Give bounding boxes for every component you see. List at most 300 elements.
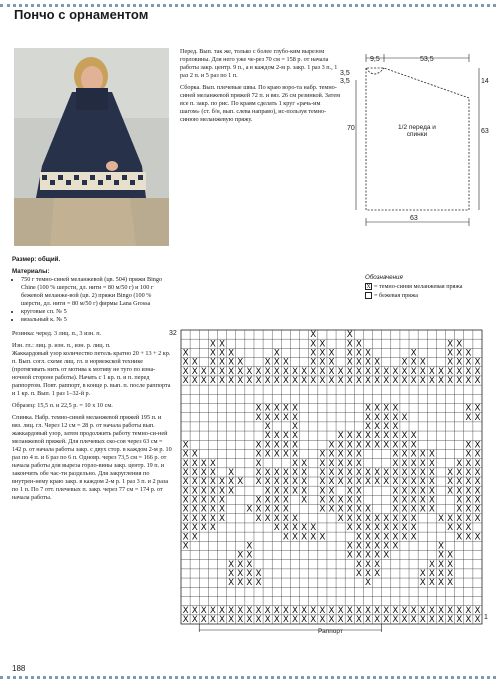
chart-cell-navy: X: [209, 614, 216, 625]
chart-cell-navy: X: [346, 477, 353, 488]
chart-cell-navy: X: [401, 513, 408, 524]
chart-cell-navy: X: [328, 449, 335, 460]
chart-cell-navy: X: [447, 523, 454, 534]
chart-cell-navy: X: [191, 449, 198, 460]
chart-cell-navy: X: [410, 605, 417, 616]
chart-cell-navy: X: [392, 422, 399, 433]
chart-cell-navy: X: [264, 504, 271, 515]
chart-cell-navy: X: [355, 348, 362, 359]
chart-cell-navy: X: [447, 348, 454, 359]
chart-cell-navy: X: [255, 449, 262, 460]
chart-cell-navy: X: [200, 366, 207, 377]
chart-cell-navy: X: [447, 513, 454, 524]
chart-cell-navy: X: [419, 477, 426, 488]
legend-swatch-x: X: [366, 283, 371, 290]
chart-cell-navy: X: [428, 578, 435, 589]
dim-neck: 9,5: [370, 56, 380, 63]
chart-cell-navy: X: [383, 541, 390, 552]
chart-cell-navy: X: [456, 467, 463, 478]
chart-cell-navy: X: [374, 412, 381, 423]
chart-cell-navy: X: [456, 532, 463, 543]
chart-cell-navy: X: [182, 486, 189, 497]
chart-cell-navy: X: [264, 422, 271, 433]
chart-cell-navy: X: [410, 504, 417, 515]
chart-cell-navy: X: [273, 348, 280, 359]
chart-cell-navy: X: [364, 376, 371, 387]
garment-schematic: [340, 50, 489, 270]
chart-cell-navy: X: [282, 513, 289, 524]
chart-cell-navy: X: [200, 458, 207, 469]
chart-cell-navy: X: [200, 495, 207, 506]
chart-cell-navy: X: [383, 403, 390, 414]
chart-cell-navy: X: [319, 477, 326, 488]
chart-cell-navy: X: [191, 605, 198, 616]
chart-cell-navy: X: [392, 541, 399, 552]
chart-cell-navy: X: [319, 532, 326, 543]
chart-cell-navy: X: [191, 366, 198, 377]
chart-cell-navy: X: [437, 550, 444, 561]
chart-cell-navy: X: [255, 376, 262, 387]
legend-row-navy: [365, 282, 490, 291]
chart-cell-navy: X: [273, 403, 280, 414]
chart-cell-navy: X: [374, 523, 381, 534]
chart-cell-navy: X: [191, 357, 198, 368]
chart-cell-navy: X: [328, 357, 335, 368]
chart-cell-navy: X: [346, 348, 353, 359]
chart-cell-navy: X: [191, 513, 198, 524]
chart-cell-navy: X: [301, 376, 308, 387]
chart-cell-navy: X: [292, 422, 299, 433]
chart-cell-navy: X: [392, 532, 399, 543]
chart-cell-navy: X: [319, 339, 326, 350]
chart-cell-navy: X: [191, 467, 198, 478]
chart-cell-navy: X: [237, 559, 244, 570]
chart-cell-navy: X: [374, 532, 381, 543]
chart-cell-navy: X: [237, 614, 244, 625]
chart-cell-navy: X: [246, 541, 253, 552]
chart-cell-navy: X: [264, 467, 271, 478]
chart-cell-navy: X: [465, 495, 472, 506]
chart-cell-navy: X: [191, 614, 198, 625]
chart-cell-navy: X: [392, 504, 399, 515]
dim-shoulder: 53,5: [420, 56, 434, 63]
chart-cell-navy: X: [282, 504, 289, 515]
chart-cell-navy: X: [374, 431, 381, 442]
chart-cell-navy: X: [273, 467, 280, 478]
chart-cell-navy: X: [428, 486, 435, 497]
front-and-assembly-text: [180, 48, 340, 128]
chart-cell-navy: X: [428, 477, 435, 488]
chart-cell-navy: X: [392, 366, 399, 377]
chart-cell-navy: X: [419, 376, 426, 387]
chart-cell-navy: X: [228, 366, 235, 377]
chart-cell-navy: X: [437, 578, 444, 589]
dim-side-length: 63: [481, 128, 489, 135]
chart-cell-navy: X: [328, 605, 335, 616]
chart-cell-navy: X: [401, 523, 408, 534]
chart-cell-navy: X: [182, 477, 189, 488]
chart-cell-navy: X: [437, 614, 444, 625]
chart-cell-navy: X: [465, 513, 472, 524]
chart-cell-navy: X: [182, 513, 189, 524]
chart-cell-navy: X: [264, 486, 271, 497]
chart-cell-navy: X: [319, 504, 326, 515]
chart-cell-navy: X: [264, 412, 271, 423]
chart-cell-navy: X: [392, 513, 399, 524]
chart-cell-navy: X: [182, 348, 189, 359]
chart-cell-navy: X: [428, 569, 435, 580]
chart-cell-navy: X: [437, 541, 444, 552]
chart-cell-navy: X: [273, 412, 280, 423]
chart-cell-navy: X: [282, 614, 289, 625]
chart-cell-navy: X: [474, 504, 481, 515]
chart-cell-navy: X: [374, 467, 381, 478]
chart-cell-navy: X: [374, 513, 381, 524]
chart-cell-navy: X: [447, 467, 454, 478]
chart-cell-navy: X: [364, 578, 371, 589]
chart-cell-navy: X: [355, 366, 362, 377]
chart-cell-navy: X: [264, 403, 271, 414]
chart-cell-navy: X: [374, 403, 381, 414]
chart-cell-navy: X: [364, 605, 371, 616]
chart-cell-navy: X: [282, 431, 289, 442]
chart-cell-navy: X: [437, 559, 444, 570]
chart-cell-navy: X: [355, 504, 362, 515]
rib-paragraph: Резинка: черед. 3 лиц. п., 3 изн. п.: [12, 330, 102, 337]
chart-cell-navy: X: [401, 486, 408, 497]
chart-cell-navy: X: [219, 614, 226, 625]
chart-cell-navy: X: [182, 449, 189, 460]
chart-cell-navy: X: [428, 449, 435, 460]
chart-cell-navy: X: [374, 376, 381, 387]
chart-cell-navy: X: [364, 541, 371, 552]
chart-cell-navy: X: [383, 440, 390, 451]
chart-cell-navy: X: [410, 477, 417, 488]
chart-cell-navy: X: [264, 495, 271, 506]
chart-cell-navy: X: [401, 467, 408, 478]
chart-cell-navy: X: [209, 376, 216, 387]
chart-cell-navy: X: [447, 569, 454, 580]
chart-cell-navy: X: [355, 550, 362, 561]
materials-item: • круговые сп. № 5: [21, 308, 172, 316]
chart-cell-navy: X: [355, 467, 362, 478]
chart-cell-navy: X: [383, 376, 390, 387]
knitting-chart-svg: [181, 330, 482, 624]
chart-cell-navy: X: [355, 614, 362, 625]
chart-cell-navy: X: [264, 440, 271, 451]
chart-cell-navy: X: [364, 431, 371, 442]
chart-cell-navy: X: [465, 449, 472, 460]
chart-cell-navy: X: [282, 467, 289, 478]
chart-cell-navy: X: [182, 532, 189, 543]
chart-cell-navy: X: [465, 458, 472, 469]
chart-cell-navy: X: [465, 366, 472, 377]
chart-cell-navy: X: [346, 523, 353, 534]
chart-cell-navy: X: [319, 366, 326, 377]
chart-cell-navy: X: [355, 376, 362, 387]
chart-cell-navy: X: [191, 486, 198, 497]
chart-cell-navy: X: [346, 541, 353, 552]
chart-cell-navy: X: [255, 605, 262, 616]
chart-cell-navy: X: [191, 477, 198, 488]
chart-cell-navy: X: [200, 614, 207, 625]
chart-cell-navy: X: [209, 467, 216, 478]
chart-cell-navy: X: [292, 458, 299, 469]
chart-cell-navy: X: [447, 614, 454, 625]
chart-cell-navy: X: [364, 614, 371, 625]
chart-cell-navy: X: [337, 376, 344, 387]
chart-cell-navy: X: [465, 357, 472, 368]
chart-cell-navy: X: [401, 431, 408, 442]
chart-cell-navy: X: [465, 504, 472, 515]
chart-cell-navy: X: [328, 376, 335, 387]
chart-cell-navy: X: [419, 504, 426, 515]
chart-cell-navy: X: [465, 477, 472, 488]
chart-cell-navy: X: [419, 486, 426, 497]
chart-cell-navy: X: [355, 523, 362, 534]
chart-cell-navy: X: [237, 578, 244, 589]
chart-cell-navy: X: [401, 440, 408, 451]
chart-cell-navy: X: [355, 513, 362, 524]
materials-item: • вязальный к. № 5: [21, 316, 172, 324]
bottom-dotted-rule: [0, 676, 496, 679]
chart-cell-navy: X: [273, 477, 280, 488]
chart-cell-navy: X: [374, 541, 381, 552]
chart-cell-navy: X: [191, 504, 198, 515]
chart-cell-navy: X: [228, 569, 235, 580]
jacquard-paragraph: Жаккардовый узор количество петель кратно 20 + 13 + 2 кр. п. Вып. согл. схеме лиц. гл. в норвежской технике (протягивать нить от мотива к мотиву не туго по изна-ночной стороне работы). Начать с 1 кр. п. и п. перед раппортом. Повт. раппорт, в конце р. вып. п. после раппорта и 1 кр. п. Вып. 1 раз 1–32-й р.: [12, 350, 171, 397]
dim-width: 63: [410, 215, 418, 222]
chart-cell-navy: X: [410, 458, 417, 469]
chart-cell-navy: X: [292, 449, 299, 460]
chart-cell-navy: X: [364, 403, 371, 414]
chart-cell-navy: X: [182, 376, 189, 387]
chart-cell-navy: X: [346, 495, 353, 506]
materials-item: • 750 г темно-синей меланжевой (цв. 504) пряжи Bingo Chine (100 % шерсти, дл. нити = 80 м/50 г) и 100 г бежевой меланже-вой (цв. 2) пряжи Bingo (100 % шерсти, дл. нити = 80 м/50 г) фирмы Lana Grossa: [21, 276, 172, 308]
chart-cell-navy: X: [255, 440, 262, 451]
chart-cell-navy: X: [355, 477, 362, 488]
chart-cell-navy: X: [346, 376, 353, 387]
chart-cell-navy: X: [410, 614, 417, 625]
chart-cell-navy: X: [447, 477, 454, 488]
chart-cell-navy: X: [410, 431, 417, 442]
page-number: 188: [12, 664, 26, 673]
chart-cell-navy: X: [383, 523, 390, 534]
chart-cell-navy: X: [191, 376, 198, 387]
chart-cell-navy: X: [437, 605, 444, 616]
chart-cell-navy: X: [292, 403, 299, 414]
chart-cell-navy: X: [401, 449, 408, 460]
chart-cell-navy: X: [191, 458, 198, 469]
chart-cell-navy: X: [401, 504, 408, 515]
chart-cell-navy: X: [355, 532, 362, 543]
chart-cell-navy: X: [246, 559, 253, 570]
chart-cell-navy: X: [419, 366, 426, 377]
chart-cell-navy: X: [355, 495, 362, 506]
chart-cell-navy: X: [456, 504, 463, 515]
chart-cell-navy: X: [182, 504, 189, 515]
chart-cell-navy: X: [383, 477, 390, 488]
chart-cell-navy: X: [410, 348, 417, 359]
chart-cell-navy: X: [282, 412, 289, 423]
chart-cell-navy: X: [392, 412, 399, 423]
chart-cell-navy: X: [292, 412, 299, 423]
chart-cell-navy: X: [437, 376, 444, 387]
chart-cell-navy: X: [246, 376, 253, 387]
back-paragraph: Спинка. Набр. темно-синей меланжевой пряжей 195 п. и вяз. лиц. гл. Через 12 см = 28 р. от начала работы вып. жаккардовый узор, затем продолжить работу темно-си-ней меланжевой пряжей. Для плечевых ско-сов через 63 см = 142 р. от начала работы закр. с двух стор. в каждом 2-м р. 10 раз по 4 п. и 6 раз по 6 п. Одновр. через 73,5 см = 166 р. от начала работы для выреза горло-вины закр. центр. 19 п. и закончить обе час-ти раздельно. Для закругления по внутрен-нему краю закр. в каждом 2-м р. 1 раз 3 п. и 2 раза по 1 п. По 7 отт. плечевых п. закр. через 77 см = 174 р. от начала работы.: [12, 414, 172, 501]
chart-cell-navy: X: [200, 467, 207, 478]
chart-cell-navy: X: [355, 357, 362, 368]
chart-cell-navy: X: [355, 458, 362, 469]
chart-cell-navy: X: [200, 376, 207, 387]
chart-cell-navy: X: [465, 532, 472, 543]
chart-cell-navy: X: [392, 458, 399, 469]
chart-cell-navy: X: [346, 467, 353, 478]
instructions-text: [12, 256, 172, 506]
chart-cell-navy: X: [346, 366, 353, 377]
chart-cell-navy: X: [282, 376, 289, 387]
chart-cell-navy: X: [447, 605, 454, 616]
chart-cell-navy: X: [383, 366, 390, 377]
chart-cell-navy: X: [355, 339, 362, 350]
chart-cell-navy: X: [419, 605, 426, 616]
chart-cell-navy: X: [428, 605, 435, 616]
chart-cell-navy: X: [355, 431, 362, 442]
chart-cell-navy: X: [383, 614, 390, 625]
chart-cell-navy: X: [474, 486, 481, 497]
chart-cell-navy: X: [392, 376, 399, 387]
legend-label-navy: = темно-синяя меланжевая пряжа: [374, 283, 463, 290]
chart-cell-navy: X: [465, 486, 472, 497]
chart-cell-navy: X: [474, 440, 481, 451]
chart-cell-navy: X: [337, 458, 344, 469]
chart-cell-navy: X: [219, 376, 226, 387]
chart-cell-navy: X: [319, 348, 326, 359]
chart-cell-navy: X: [310, 357, 317, 368]
chart-cell-navy: X: [346, 440, 353, 451]
chart-cell-navy: X: [310, 348, 317, 359]
chart-cell-navy: X: [310, 339, 317, 350]
chart-cell-navy: X: [228, 376, 235, 387]
chart-cell-navy: X: [337, 477, 344, 488]
chart-cell-navy: X: [282, 605, 289, 616]
chart-cell-navy: X: [437, 569, 444, 580]
chart-cell-navy: X: [301, 458, 308, 469]
chart-cell-navy: X: [209, 477, 216, 488]
chart-cell-navy: X: [182, 605, 189, 616]
chart-cell-navy: X: [346, 504, 353, 515]
chart-cell-navy: X: [456, 357, 463, 368]
chart-cell-navy: X: [182, 366, 189, 377]
chart-cell-navy: X: [255, 477, 262, 488]
chart-cell-navy: X: [364, 348, 371, 359]
chart-cell-navy: X: [237, 550, 244, 561]
chart-cell-navy: X: [355, 559, 362, 570]
chart-cell-navy: X: [447, 339, 454, 350]
chart-cell-navy: X: [209, 495, 216, 506]
chart-cell-navy: X: [465, 605, 472, 616]
chart-cell-navy: X: [392, 523, 399, 534]
chart-cell-navy: X: [273, 523, 280, 534]
chart-cell-navy: X: [474, 366, 481, 377]
chart-cell-navy: X: [209, 605, 216, 616]
chart-cell-navy: X: [456, 486, 463, 497]
chart-cell-navy: X: [456, 339, 463, 350]
chart-cell-navy: X: [292, 440, 299, 451]
chart-cell-navy: X: [319, 605, 326, 616]
chart-cell-navy: X: [392, 440, 399, 451]
chart-cell-navy: X: [337, 431, 344, 442]
chart-cell-navy: X: [273, 440, 280, 451]
chart-cell-navy: X: [364, 513, 371, 524]
chart-cell-navy: X: [282, 449, 289, 460]
chart-cell-navy: X: [401, 366, 408, 377]
chart-cell-navy: X: [474, 477, 481, 488]
chart-cell-navy: X: [428, 614, 435, 625]
chart-cell-navy: X: [228, 477, 235, 488]
chart-cell-navy: X: [182, 523, 189, 534]
chart-cell-navy: X: [301, 532, 308, 543]
chart-cell-navy: X: [282, 357, 289, 368]
chart-cell-navy: X: [428, 376, 435, 387]
chart-cell-navy: X: [237, 605, 244, 616]
chart-cell-navy: X: [209, 366, 216, 377]
chart-cell-navy: X: [292, 513, 299, 524]
chart-cell-navy: X: [319, 449, 326, 460]
chart-cell-navy: X: [273, 504, 280, 515]
chart-cell-navy: X: [383, 550, 390, 561]
chart-cell-navy: X: [328, 614, 335, 625]
chart-cell-navy: X: [273, 357, 280, 368]
chart-cell-navy: X: [219, 486, 226, 497]
chart-cell-navy: X: [200, 513, 207, 524]
legend-swatch-empty: [365, 292, 372, 299]
chart-cell-navy: X: [310, 532, 317, 543]
chart-legend: [365, 273, 490, 300]
chart-cell-navy: X: [401, 477, 408, 488]
chart-cell-navy: X: [282, 403, 289, 414]
chart-cell-navy: X: [456, 458, 463, 469]
chart-cell-navy: X: [292, 486, 299, 497]
legend-row-beige: [365, 291, 490, 300]
chart-cell-navy: X: [282, 477, 289, 488]
chart-cell-navy: X: [428, 366, 435, 377]
chart-cell-navy: X: [209, 339, 216, 350]
legend-title: Обозначения: [365, 274, 403, 281]
chart-cell-navy: X: [401, 614, 408, 625]
chart-cell-navy: X: [465, 523, 472, 534]
chart-cell-navy: X: [392, 449, 399, 460]
chart-cell-navy: X: [465, 440, 472, 451]
chart-cell-navy: X: [319, 495, 326, 506]
chart-cell-navy: X: [337, 366, 344, 377]
chart-cell-navy: X: [246, 605, 253, 616]
chart-cell-navy: X: [346, 614, 353, 625]
chart-cell-navy: X: [301, 486, 308, 497]
chart-cell-navy: X: [282, 486, 289, 497]
materials-list: [12, 276, 172, 324]
chart-cell-navy: X: [346, 449, 353, 460]
chart-cell-navy: X: [428, 467, 435, 478]
chart-cell-navy: X: [410, 523, 417, 534]
chart-cell-navy: X: [301, 523, 308, 534]
chart-cell-navy: X: [328, 440, 335, 451]
front-paragraph: Перед. Вып. так же, только с более глубо-ким вырезом горловины. Для него уже че-рез 70 см = 158 р. от начала работы закр. центр. 9 п., а в каждом 2-м р. закр. 1 раз 3 п., 1 раз 2 п. и 5 раз по 1 п.: [180, 48, 338, 79]
chart-cell-navy: X: [337, 513, 344, 524]
dim-shoulder-slope: 14: [481, 78, 489, 85]
chart-cell-navy: X: [355, 605, 362, 616]
assembly-paragraph: Сборка. Вып. плечевые швы. По краю воро-та набр. темно-синей меланжевой пряжей 72 п. и вяз. 26 см резинкой. Затем все п. закр. по рис. По краям сделать 1 круг «рачь-им шагом» (ст. б/н, вып. слева направо), ис-пользуя темно-синюю меланжевую пряжу.: [180, 84, 340, 123]
